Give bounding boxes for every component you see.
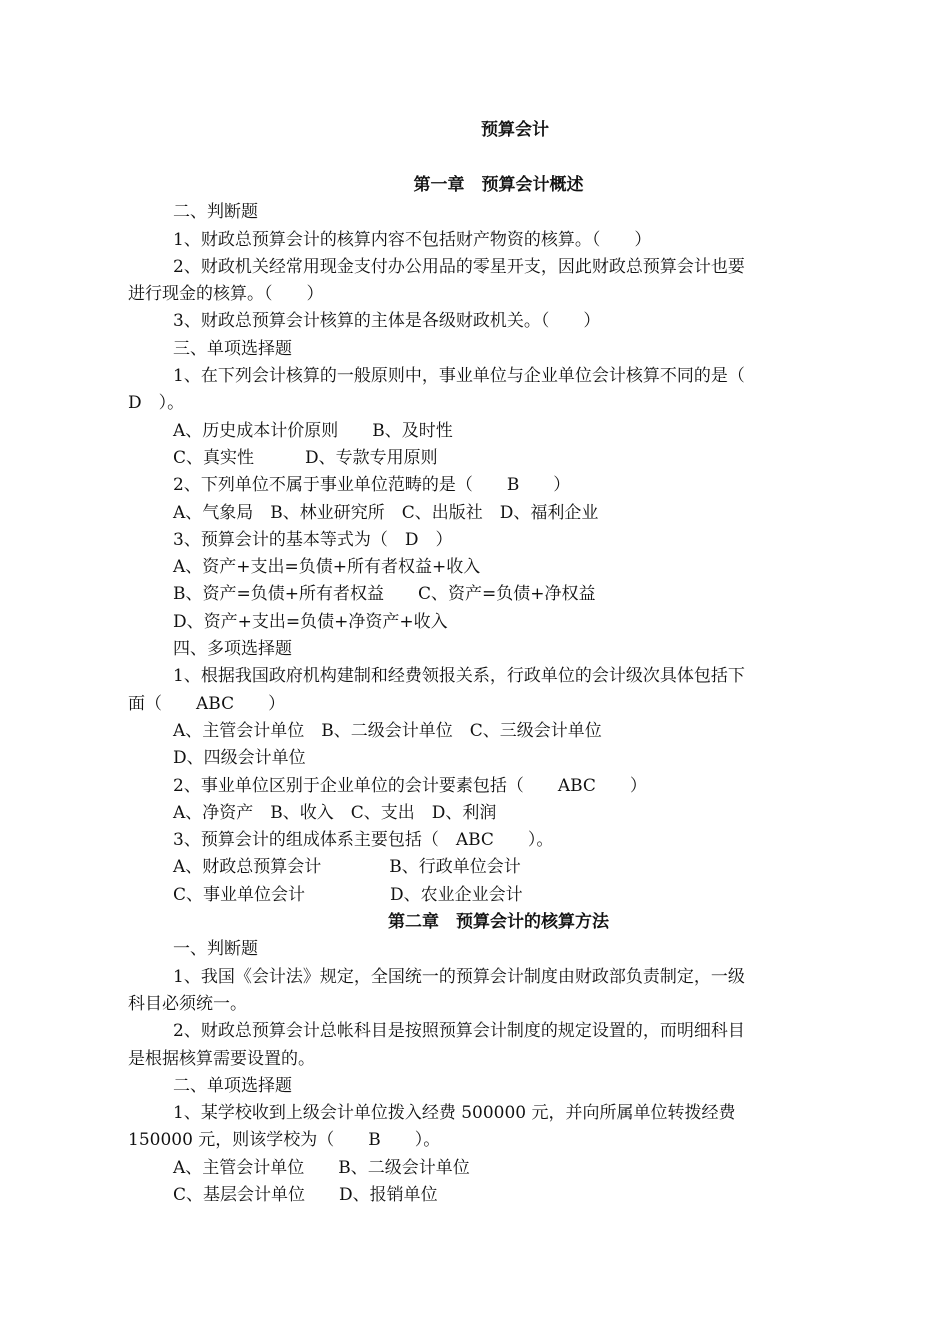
text-line: 三、单项选择题 (173, 338, 292, 359)
text-line: A、净资产 B、收入 C、支出 D、利润 (173, 802, 497, 823)
text-line: A、主管会计单位 B、二级会计单位 (173, 1157, 470, 1178)
text-line: 是根据核算需要设置的。 (128, 1048, 315, 1069)
text-line: B、资产=负债+所有者权益 C、资产=负债+净权益 (173, 584, 596, 605)
text-line: C、真实性 D、专款专用原则 (173, 447, 438, 468)
text-line: 2、财政机关经常用现金支付办公用品的零星开支，因此财政总预算会计也要 (173, 256, 745, 277)
text-line: D、四级会计单位 (173, 748, 306, 769)
text-line: 1、我国《会计法》规定，全国统一的预算会计制度由财政部负责制定，一级 (173, 966, 745, 987)
chapter-heading: 第二章 预算会计的核算方法 (388, 912, 609, 933)
text-line: 1、根据我国政府机构建制和经费领报关系，行政单位的会计级次具体包括下 (173, 666, 745, 687)
text-line: A、气象局 B、林业研究所 C、出版社 D、福利企业 (173, 502, 599, 523)
text-line: A、财政总预算会计 B、行政单位会计 (173, 857, 521, 878)
text-line: A、主管会计单位 B、二级会计单位 C、三级会计单位 (173, 720, 602, 741)
text-line: C、事业单位会计 D、农业企业会计 (173, 884, 523, 905)
text-line: 1、财政总预算会计的核算内容不包括财产物资的核算。（ ） (173, 229, 652, 250)
text-line: C、基层会计单位 D、报销单位 (173, 1184, 438, 1205)
text-line: 进行现金的核算。（ ） (128, 284, 324, 305)
text-line: D、资产+支出=负债+净资产+收入 (173, 611, 448, 632)
text-line: 2、下列单位不属于事业单位范畴的是（ B ） (173, 475, 571, 496)
text-line: 150000 元，则该学校为（ B ）。 (128, 1130, 441, 1151)
text-line: 2、财政总预算会计总帐科目是按照预算会计制度的规定设置的，而明细科目 (173, 1021, 745, 1042)
document-body (128, 172, 824, 1209)
text-line: 3、预算会计的组成体系主要包括（ ABC ）。 (173, 830, 554, 851)
text-line: 科目必须统一。 (128, 993, 247, 1014)
document-title: 预算会计 (481, 120, 549, 140)
text-line: 四、多项选择题 (173, 639, 292, 660)
text-line: 一、判断题 (173, 939, 258, 960)
text-line: 二、单项选择题 (173, 1075, 292, 1096)
text-line: 1、某学校收到上级会计单位拨入经费 500000 元，并向所属单位转拨经费 (173, 1103, 736, 1124)
text-line: 1、在下列会计核算的一般原则中，事业单位与企业单位会计核算不同的是（ (173, 366, 745, 387)
text-line: A、历史成本计价原则 B、及时性 (173, 420, 453, 441)
text-line: 二、判断题 (173, 202, 258, 223)
text-line: A、资产+支出=负债+所有者权益+收入 (173, 557, 481, 578)
text-line: 2、事业单位区别于企业单位的会计要素包括（ ABC ） (173, 775, 647, 796)
text-line: 3、预算会计的基本等式为（ D ） (173, 529, 453, 550)
text-line: D ）。 (128, 393, 185, 414)
chapter-heading: 第一章 预算会计概述 (413, 175, 584, 195)
text-line: 面（ ABC ） (128, 693, 286, 714)
text-line: 3、财政总预算会计核算的主体是各级财政机关。（ ） (173, 311, 601, 332)
